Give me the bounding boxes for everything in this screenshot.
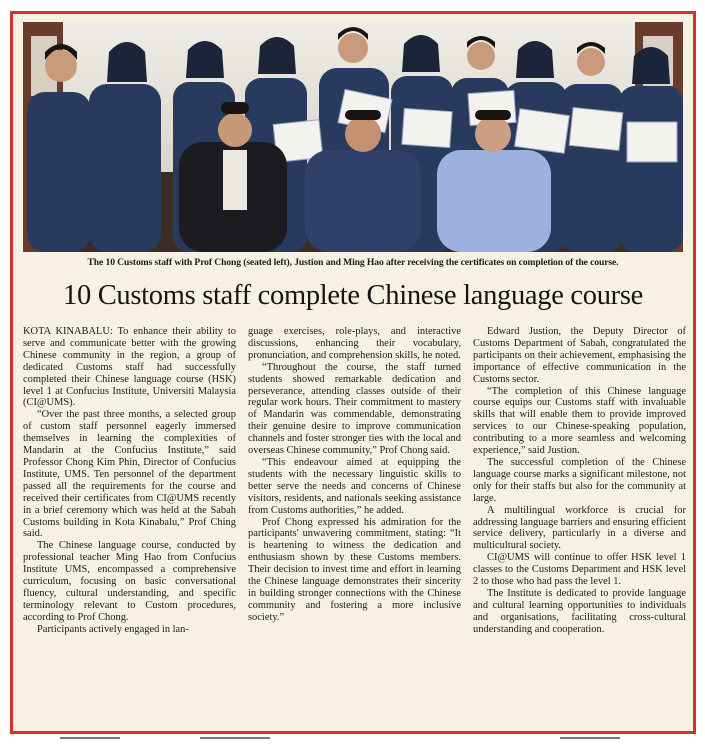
paragraph: guage exercises, role-plays, and interactive discussions, enhancing their vocabulary, pronunciation, and comprehension skills, he noted. [248, 326, 461, 361]
group-photo [23, 22, 683, 252]
divider [560, 737, 620, 739]
paragraph: The Chinese language course, conducted by professional teacher Ming Hao from Confucius Institute UMS, encompassed a comprehensive curriculum, focusing on basic conversational fluency, cultural understanding, and specific terminology relevant to Custom procedures, according to Prof Chong. [23, 540, 236, 623]
paragraph: “Over the past three months, a selected group of custom staff personnel eagerly immersed themselves in learning the complexities of Mandarin at the Confucius Institute,” said Professor Chong Kim Phin, Director of Confucius Institute, UMS. Ten personnel of the department passed all the requirements for the course and received their certificates from CI@UMS recently in a brief ceremony which was held at the Sabah Customs building in Kota Kinabalu,” Prof Ching said. [23, 409, 236, 540]
article-column-3 [473, 326, 686, 731]
paragraph: Prof Chong expressed his admiration for the participants' unwavering commitment, stating: “It is heartening to witness the dedication and enthusiasm shown by these Customs members. Their decision to invest time and effort in learning the Chinese language demonstrates their sincerity in building stronger connections with the Chinese community and fostering a more inclusive society.” [248, 516, 461, 623]
paragraph: KOTA KINABALU: To enhance their ability to serve and communicate better with the growing Chinese community in the region, a group of dedicated Customs staff had successfully completed their Chinese language course (HSK) level 1 at Confucius Institute, Universiti Malaysia (CI@UMS). [23, 326, 236, 409]
paragraph: The Institute is dedicated to provide language and cultural learning opportunities to individuals and organisations, facilitating cross-cultural understanding and cooperation. [473, 587, 686, 635]
paragraph: Participants actively engaged in lan- [37, 623, 189, 635]
article-body [23, 326, 687, 731]
article-column-1 [23, 326, 236, 731]
paragraph: Edward Justion, the Deputy Director of Customs Department of Sabah, congratulated the participants on their achievement, emphasising the importance of effective communication in the Customs sector. [473, 326, 686, 385]
paragraph: A multilingual workforce is crucial for addressing language barriers and ensuring efficient service delivery, particularly in a diverse and multicultural society. [473, 504, 686, 552]
divider [60, 737, 120, 739]
group-photo-icon [23, 22, 683, 252]
paragraph: The successful completion of the Chinese language course marks a significant milestone, not only for their staffs but also for the community at large. [473, 456, 686, 504]
article-column-2 [248, 326, 461, 731]
photo-caption: The 10 Customs staff with Prof Chong (seated left), Justion and Ming Hao after receiving the certificates on completion of the course. [87, 257, 619, 268]
paragraph: “Throughout the course, the staff turned students showed remarkable dedication and perseverance, attending classes outside of their regular work hours. Their commitment to mastery of Mandarin was commendable, demonstrating their genuine desire to improve communication channels and foster stronger ties with the local and overseas Chinese community,” Prof Chong said. [248, 361, 461, 457]
divider [200, 737, 270, 739]
headline: 10 Customs staff complete Chinese language course [63, 280, 643, 311]
newspaper-clipping [10, 11, 696, 734]
paragraph: “The completion of this Chinese language course equips our Customs staff with invaluable skills that will enable them to provide improved services to our Chinese-speaking population, contributing to a more seamless and welcoming experience,” said Justion. [473, 385, 686, 457]
next-page-edge [0, 737, 705, 748]
paragraph: “This endeavour aimed at equipping the students with the necessary linguistic skills to better serve the needs and concerns of Chinese visitors, residents, and nationals seeking assistance from Customs authorities,” he added. [248, 456, 461, 516]
paragraph: CI@UMS will continue to offer HSK level 1 classes to the Customs Department and HSK level 2 to those who had pass the level 1. [473, 552, 686, 588]
